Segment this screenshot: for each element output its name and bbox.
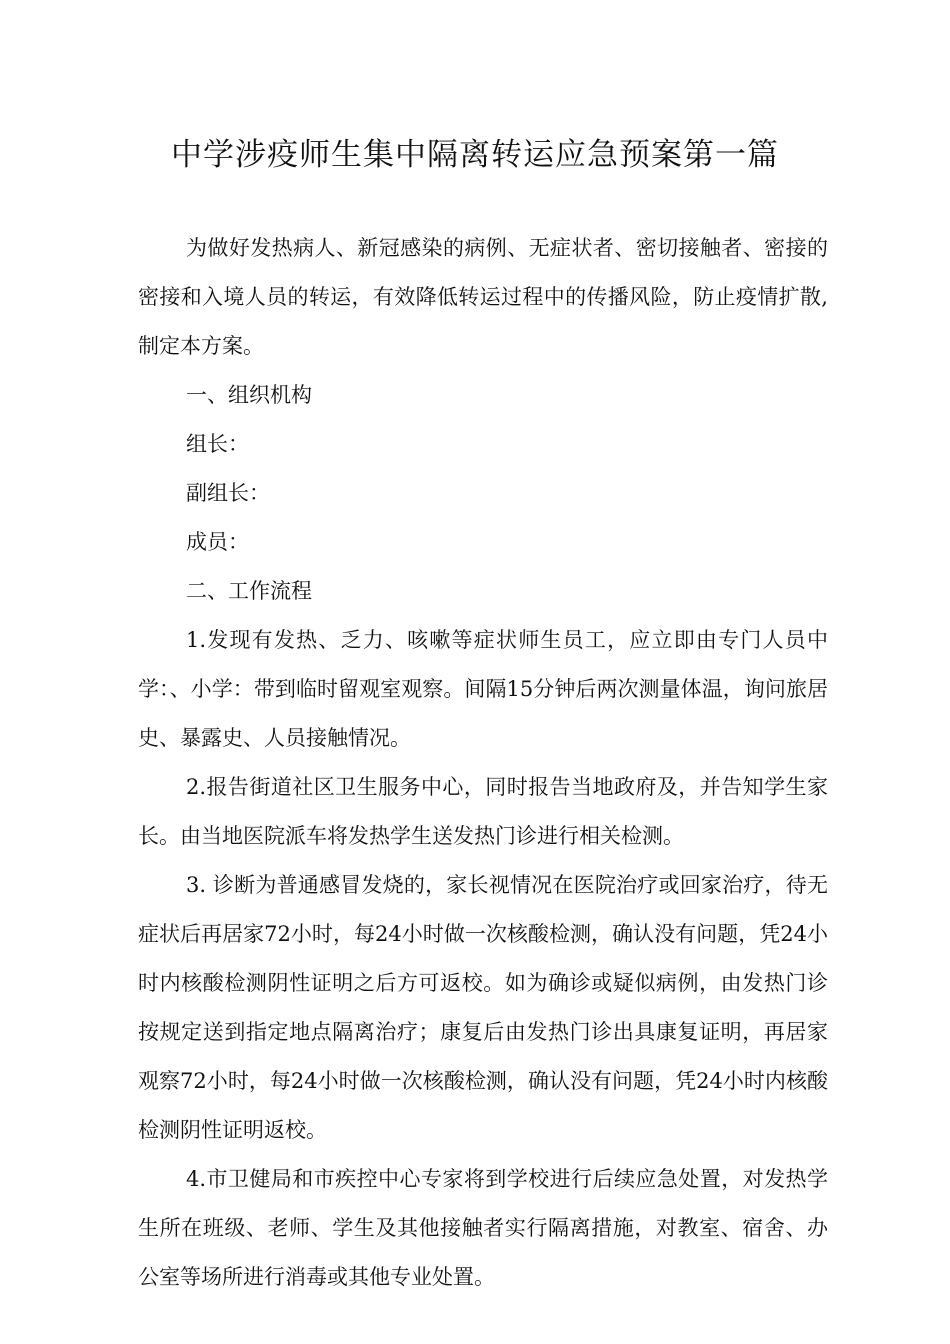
document-body xyxy=(138,224,828,1302)
section-heading-workflow: 二、工作流程 xyxy=(186,579,312,603)
members-line: 成员： xyxy=(186,530,249,554)
workflow-step-3: 3. 诊断为普通感冒发烧的，家长视情况在医院治疗或回家治疗，待无症状后再居家72小时，每24小时做一次核酸检测，确认没有问题，凭24小时内核酸检测阴性证明之后方可返校。如为确诊或疑似病例，由发热门诊按规定送到指定地点隔离治疗；康复后由发热门诊出具康复证明，再居家观察72小时，每24小时做一次核酸检测，确认没有问题，凭24小时内核酸检测阴性证明返校。 xyxy=(138,873,828,1142)
intro-paragraph: 为做好发热病人、新冠感染的病例、无症状者、密切接触者、密接的密接和入境人员的转运，有效降低转运过程中的传播风险，防止疫情扩散,制定本方案。 xyxy=(138,236,828,358)
team-leader-line: 组长： xyxy=(186,432,249,456)
workflow-step-1: 1.发现有发热、乏力、咳嗽等症状师生员工，应立即由专门人员中学：、小学：带到临时留观室观察。间隔15分钟后两次测量体温，询问旅居史、暴露史、人员接触情况。 xyxy=(138,628,828,750)
workflow-step-2: 2.报告街道社区卫生服务中心，同时报告当地政府及，并告知学生家长。由当地医院派车将发热学生送发热门诊进行相关检测。 xyxy=(138,775,828,848)
deputy-leader-line: 副组长： xyxy=(186,481,270,505)
document-title: 中学涉疫师生集中隔离转运应急预案第一篇 xyxy=(171,137,779,173)
section-heading-organization: 一、组织机构 xyxy=(186,383,312,407)
workflow-step-4: 4.市卫健局和市疾控中心专家将到学校进行后续应急处置，对发热学生所在班级、老师、学生及其他接触者实行隔离措施，对教室、宿舍、办公室等场所进行消毒或其他专业处置。 xyxy=(138,1167,828,1289)
